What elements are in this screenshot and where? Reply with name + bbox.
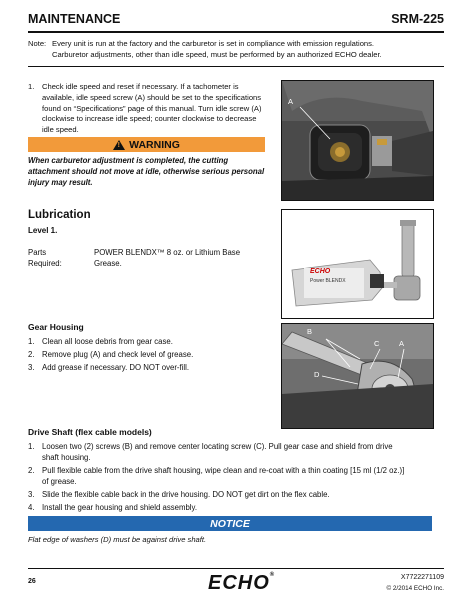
idle-step-number: 1. [28,82,35,91]
note-label: Note: [28,39,47,48]
warning-icon: ! [113,140,125,150]
parts-value-line-1: POWER BLENDX™ 8 oz. or Lithium Base [94,248,241,257]
carburetor-photo [281,80,434,201]
warning-banner [28,137,265,152]
parts-label-line-1: Parts [28,248,47,257]
note-rule [28,66,444,67]
callout-d-label: D [314,370,320,379]
gear-step: 3. Add grease if necessary. DO NOT over-fill. [28,363,190,372]
callout-a-label: A [288,97,294,106]
emission-note [28,38,448,60]
logo-text: ECHO [208,572,270,594]
notice-text: Flat edge of washers (D) must be against drive shaft. [28,535,207,544]
drive-step: 4. Install the gear housing and shield assembly. [28,503,198,512]
tube-label: Power BLENDX [310,278,346,284]
gear-housing-steps [28,336,273,373]
section-title: MAINTENANCE [28,12,121,26]
parts-label [28,247,62,269]
gear-step: 2. Remove plug (A) and check level of grease. [28,350,194,359]
callout-a-label: A [399,339,405,348]
warning-label: WARNING [129,138,180,151]
part-number: X7722271109 [400,574,444,581]
echo-logo [208,572,275,595]
grease-photo [281,209,434,319]
callout-b-label: B [307,327,313,336]
drive-step: 2. Pull flexible cable from the drive shaft housing, wipe clean and re-coat with a thin coating [15 ml (1/2 oz.)] of grease. [28,466,405,486]
idle-step [28,82,268,136]
parts-value-line-2: Grease. [94,259,122,268]
parts-label-line-2: Required: [28,259,62,268]
idle-step-text: Check idle speed and reset if necessary. If a tachometer is available, idle speed screw (A) should be set to the specifications found on “Specifications” page of this manual. Turn idle screw (A) clockwise to increase idle speed; counter clockwise to decrease idle speed. [42,82,262,135]
parts-value [94,247,240,269]
gear-case-illustration [282,324,433,428]
page-number: 26 [28,578,36,585]
gear-housing-title: Gear Housing [28,322,84,332]
gear-step: 1. Clean all loose debris from gear case. [28,337,173,346]
tube-brand: ECHO [310,268,331,275]
drive-step: 1. Loosen two (2) screws (B) and remove center locating screw (C). Pull gear case and shield from drive shaft housing. [28,442,393,462]
header-rule [28,31,444,33]
note-line-2: Carburetor adjustments, other than idle speed, must be performed by an authorized ECHO dealer. [52,50,382,59]
callout-c-label: C [374,339,380,348]
copyright: © 2/2014 ECHO Inc. [386,585,444,592]
gear-case-photo [281,323,434,429]
drive-shaft-steps [28,441,438,513]
grease-gun-illustration [282,210,433,318]
drive-step: 3. Slide the flexible cable back in the drive housing. DO NOT get dirt on the flex cable. [28,490,330,499]
note-line-1: Every unit is run at the factory and the carburetor is set in compliance with emission regulations. [52,39,375,48]
warning-text: When carburetor adjustment is completed, the cutting attachment should not move at idle, otherwise serious personal injury may result. [28,156,265,187]
drive-shaft-title: Drive Shaft (flex cable models) [28,427,152,437]
logo-mark: ® [269,572,276,578]
footer-rule [28,568,444,569]
lubrication-title: Lubrication [28,209,91,221]
notice-banner: NOTICE [28,516,432,531]
model-name: SRM-225 [391,12,444,26]
lubrication-level: Level 1. [28,226,58,235]
carburetor-illustration [282,81,433,200]
